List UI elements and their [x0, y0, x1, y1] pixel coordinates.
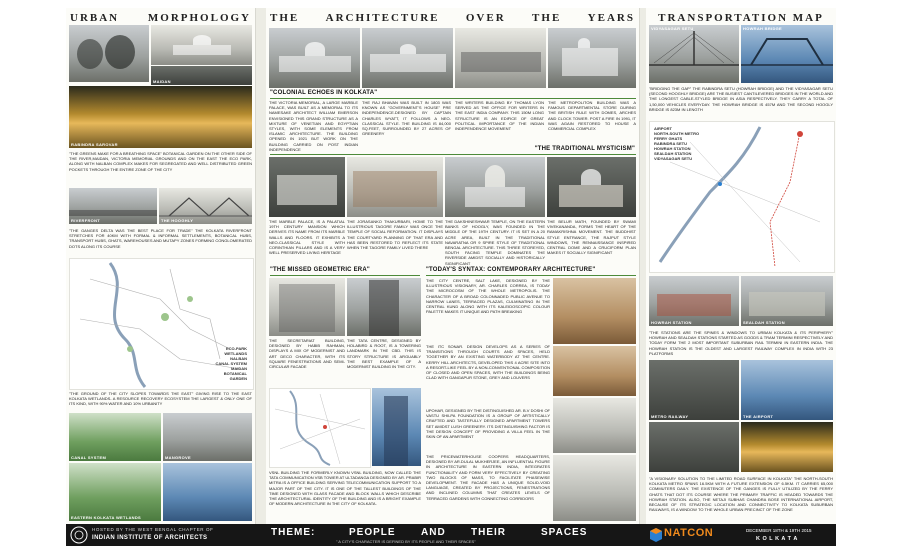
map-transportation	[649, 121, 835, 273]
photo-eastern-wetlands	[69, 463, 161, 521]
photo-victoria-memorial	[269, 28, 360, 88]
photo-vidyasagar-setu	[649, 25, 739, 83]
title-word: ARCHITECTURE	[325, 12, 440, 24]
ganges-text: "THE GANGES DELTA WAS THE BEST PLACE FOR TRADE" THE KOLKATA RIVERFRONT STRETCHES FOR 40KM WITH FORMAL & INFORMAL SETTLEMENTS, BOTANICAL HUBS, TRANSPORT HUBS, GHATS, WAREHOUSES AND MUTAPY ZONES FORMING CONGLOMERATED DOTS ALONG ITS COURSE	[69, 228, 252, 249]
legend-item: FERRY GHATS	[654, 136, 683, 141]
legend-item: WETLANDS	[224, 351, 247, 356]
photo-belur-math	[547, 157, 636, 217]
title-text: TRANSPORTATION MAP	[658, 12, 824, 24]
greens-text: "THE GREENS MAKE FOR A BREATHING SPACE" BOTANICAL GARDEN ON THE OTHER SIDE OF THE RIVER,MAIDAN, VICTORIA MEMORIAL GROUNDS AND ON THE EAST THE ECO PARK, ALONG WITH NALBAN COMPLEX MAKES FOR SEGREGATED AND WELL DISTRIBUTED GREEN POCKETS THROUGH THE ENTIRE ZONE OF THE CITY	[69, 151, 252, 172]
natcon-logo: NATCON	[664, 527, 714, 539]
photo-ferry-ghat	[741, 422, 833, 472]
photo-sealdah-station	[741, 276, 833, 326]
legend-item: VIDYASAGAR SETU	[654, 156, 693, 161]
photo-caption: MAIDAN	[153, 79, 171, 84]
theme-tagline: " A CITY'S CHARACTER IS DEFINED BY ITS PEOPLE AND THEIR SPACES"	[336, 539, 476, 544]
missed-col: THE TATA CENTRE, DESIGNED BY HOLABIRD & ROOT, IS A TOWERING LANDMARK IN THE CBD. THIS IS STORY STRUCTURE IS ARGUABLY THE BEST EXAMPLE OF A MODERNIST BUILDING IN THE CITY.	[347, 338, 421, 370]
photo-itc-sonar	[553, 346, 636, 396]
legend-item: SEALDAH STATION	[654, 151, 692, 156]
photo-secretariat	[269, 278, 345, 336]
theme-word: SPACES	[541, 527, 588, 538]
legend-item: NALBAN	[230, 356, 247, 361]
theme-word: THEIR	[471, 527, 506, 538]
map-legend	[216, 346, 247, 381]
map-architecture	[269, 388, 371, 468]
legend-item: CANAL SYSTEM	[215, 361, 247, 366]
photo-caption: RABINDRA SAROVAR	[71, 142, 118, 147]
map-legend	[654, 126, 699, 161]
photo-howrah-bridge	[741, 25, 833, 83]
photo-caption: SEALDAH STATION	[743, 320, 785, 325]
title-word: OVER	[465, 12, 506, 24]
photo-writers-building	[455, 28, 546, 88]
bridging-text: "BRIDGING THE GAP" THE RABINDRA SETU (HOWRAH BRIDGE) AND THE VIDYASAGAR SETU (SECOND HOOGHLY BRIDGE) ARE THE BUSIEST CANTILEVERED BRIDGES IN THE WORLD AND THE LONGEST CABLE-STYLED BRIDGE IN ASIA RESPECTIVELY. THEY CARRY A TOTAL OF 1,50,000 VEHICLES EVERYDAY. THE HOWRAH BRIDGE IS 457M AND THE SECOND HOOGLY BRIDGE IS 823M IN LENGTH	[649, 86, 833, 112]
panel-urban-morphology	[66, 8, 256, 546]
photo-metropolitan-building	[548, 28, 636, 88]
legend-item: NORTH-SOUTH METRO	[654, 131, 700, 136]
panel-title-transportation	[650, 12, 832, 24]
photo-caption: RIVERFRONT	[71, 218, 100, 223]
photo-caption: HOWRAH STATION	[651, 320, 692, 325]
photo-metro-platform	[649, 422, 739, 472]
theme-label: THEME:	[271, 527, 316, 538]
section-rule	[270, 154, 636, 155]
photo-jorasanko	[347, 157, 443, 217]
colonial-col: THE RAJ BHAVAN WAS BUILT IN 1803 WAS KNOWN AS "GOVERNMENT'S HOUSE" PRE INDEPENDENCE.DESIGNED BY CAPTAIN CHARLES WYATT, IT FOLLOWS A NEO-CLASSICAL STYLE. THE BUILDING IS 84,000 SQ.FEET, SURROUNDED BY 27 ACRES OF GREENERY	[362, 100, 451, 137]
photo-airport	[741, 360, 833, 420]
photo-marble-palace	[269, 157, 345, 217]
theme-word: AND	[421, 527, 446, 538]
natcon-cube-icon	[650, 528, 662, 542]
photo-upohar	[553, 398, 636, 453]
photo-hooghly	[159, 188, 252, 224]
missed-col: THE SECRETARIAT BUILDING, DESIGNED BY HABIB RAHMAN, DISPLAYS A MIX OF MODERNIST AND ART DECO CHARACTER, WITH ITS SQUARE FENESTRATIONS AND SEMI-CIRCULAR FACADE	[269, 338, 345, 370]
legend-item: MAIDAN	[231, 366, 247, 371]
photo-riverfront	[69, 188, 157, 224]
legend-item: AIRPORT	[654, 126, 672, 131]
photo-caption: THE AIRPORT	[743, 414, 774, 419]
photo-mangrove	[163, 413, 252, 461]
title-word: THE	[270, 12, 300, 24]
photo-rabindra-sarovar	[69, 86, 252, 148]
syntax-para: THE CITY CENTRE, SALT LAKE, DESIGNED BY THE ILLUSTRIOUS VISIONARY, AR. CHARLES CORREA, IS TODAY THE MICROCOSM OF THE WHOLE METROPOLIS. THE CHARACTER OF A BROAD COLONNADED PUBLIC AVENUE TO NARROW LANES, TERRACED PLAZAS, CULMINATING IN THE CENTRAL KUND ALONG WITH ITS KALEIDOSCOPIC COLOUR PALETTE MAKES IT UNIQUE AND PATH BREAKING	[426, 278, 550, 315]
fold-gutter-left	[255, 8, 266, 546]
event-dates: DECEMBER 18TH & 19TH 2015	[746, 528, 812, 533]
legend-item: BOTANICAL	[223, 371, 247, 376]
mysticism-col: THE BELUR MATH, FOUNDED BY SWAMI VIVEKANANDA, FORMS THE HEART OF THE RAMAKRISHNA MOVEMENT. THE BUDDHIST STYLE ENTRANCE, THE RAJPUT STYLE WINDOWS, THE RENNAISSANCE INSPIRED CENTRAL DOME AND A CRUCIFORM PLAN MAKES IT SOCIALLY SIGNIFICANT	[547, 219, 636, 256]
photo-caption: MANGROVE	[165, 455, 191, 460]
legend-item: ECO-PARK	[225, 346, 247, 351]
colonial-heading: "COLONIAL ECHOES IN KOLKATA"	[270, 90, 378, 96]
photo-raj-bhavan	[362, 28, 453, 88]
panel-architecture	[266, 8, 640, 546]
section-rule	[270, 275, 420, 276]
photo-canal-system	[69, 413, 161, 461]
theme-word: PEOPLE	[349, 527, 396, 538]
photo-caption: HOWRAH BRIDGE	[743, 26, 783, 31]
legend-item: GARDEN	[229, 376, 247, 381]
panel-title-architecture	[270, 12, 635, 24]
legend-item: RABINDRA SETU	[654, 141, 687, 146]
photo-caption: THE HOOGHLY	[161, 218, 194, 223]
institute-name: INDIAN INSTITUTE OF ARCHITECTS	[92, 535, 208, 541]
syntax-para: THE ITC SONAR. DESIGN DEVELOPS AS A SERIES OF TRANSITIONS THROUGH COURTS AND SPACES, HELD TOGETHER BY AN EXISTING WATERBODY AT THE CENTRE. KERRY HILL ARCHITECTS, DEVELOPED THIS 4 ACRE SITE INTO A RESORT-LIKE FEEL BY A NON-CONVENTIONAL COMPOSITION OF CLOSED AND OPEN SPACES, WITH THE BUILDINGS BEING CLAD WITH GANGAPUR STONE, GREY AND LOUVERS	[426, 344, 550, 381]
photo-trees	[69, 25, 149, 82]
section-rule	[426, 275, 636, 276]
photo-maidan	[151, 66, 252, 85]
section-rule	[270, 98, 636, 99]
syntax-para: UPOHAR, DESIGNED BY THE DISTINGUISHED AR. B.V DOSHI OF VASTU SHILPA FOUNDATION IS A GROUP OF ARTISTICALLY CRAFTED AND TASTEFULLY DESIGNED APARTMENT TOWERS SET AMIDST LUSH GREENERY. ITS DISTINGUISHING FACTOR IS THE DESIGN CONCEPT OF PROVIDING A VILLA FEEL IN THE SKIN OF AN APARTMENT	[426, 408, 550, 440]
poster-sheet	[66, 8, 836, 546]
title-word: YEARS	[587, 12, 635, 24]
title-word: URBAN	[70, 12, 120, 24]
colonial-col: THE METROPOLITON BUILDING WAS A FAMOUS DEPARTMENTAL STORE DURING THE BRITISH RULE WITH DOMES, ARCHES AND CLOCK TOWER. POST A FIRE IN 1991, IT WAS AGAIN RESTORED TO HOUSE A COMMERCIAL COMPLEX	[548, 100, 636, 132]
photo-caption: METRO RAILWAY	[651, 414, 689, 419]
missed-heading: "THE MISSED GEOMETRIC ERA"	[270, 267, 370, 273]
panel-title-urban-morphology	[70, 12, 251, 24]
syntax-para: THE PRICEWATERHOUSE COOPERS HEADQUARTERS, DESIGNED BY AR.DULAL MUKHERJEE, AN INFLUENTIAL FIGURE IN ARCHITECTURE IN EASTERN INDIA, INTEGRATES FUNCTIONALITY AND FORM VERY EFFECTIVELY BY CREATING TWO BLOCKS OF MASS, TO FACILITATE PHASEWISE DEVELOPMENT. THE FACADE HAS A UNIQUE SOLID-VOID LANGUAGE, CREATED BY PROJECTIONS, FENESTRATIONS AND INCLINED COLUMNS THAT CREATES LEVELS OF TERRACED GARDENS WITH CONNECTING CORRIDORS	[426, 454, 550, 501]
iia-emblem-icon	[70, 526, 88, 544]
mysticism-col: THE JORASANKO THAKURBARI, HOME TO THE ILLUSTRIOUS TAGORE FAMILY WAS ONCE THE TEMPLE OF SOCIAL REFORMATION. IT DISPLAYS THE COURTYARD PLANNING OF THAT ERA AND HAS BEEN RESTORED TO REFLECT ITS STATE WHEN THE TAGORE FAMILY LIVED THERE	[347, 219, 443, 251]
photo-city-centre	[553, 278, 636, 344]
photo-victoria-grounds	[151, 25, 252, 65]
mysticism-col: THE DAKSHINESHWAR TEMPLE, ON THE EASTERN BANKS OF HOOGLY, WAS FOUNDED IN THE MIDDLE OF THE 19TH CENTURY. IT IS SET IN A 20 ACRE AREA, BUILT IN THE TRADITIONAL NAVARATNA OR 9 SPIRE STYLE OF TRADITIONAL BENGAL ARCHITECTURE. THIS THREE STOREYED, SOUTH FACING TEMPLE DOMINATES THE RIVERSIDE AMIDST SOCIALLY AND HISTORICALLY SIGNIFICANT	[445, 219, 545, 266]
map-urban-morphology	[69, 258, 254, 390]
legend-item: HOWRAH STATION	[654, 146, 691, 151]
photo-howrah-station	[649, 276, 739, 326]
photo-caption: CANAL SYSTEM	[71, 455, 107, 460]
photo-pwc	[553, 455, 636, 521]
syntax-heading: "TODAY'S SYNTAX: CONTEMPORARY ARCHITECTURE"	[426, 267, 596, 273]
fold-gutter-right	[639, 8, 646, 546]
event-city: K O L K A T A	[756, 536, 798, 542]
visionary-text: "A VISIONARY SOLUTION TO THE LIMITED ROAD SURFACE IN KOLKATA" THE NORTH-SOUTH KOLKATA METRO SPANS 16.5KM WITH A FUTURE EXTENSION OF 6.5KM. IT CARRIES 65,000 COMMUTERS DAILY. THE EXISTENCE OF THE GANGES IS FULLY UTILIZED BY THE FERRY GHATS THAT DOT ITS COURSE WHERE THE PRIMARY TRAFFIC IS HEADED TOWARDS THE HOWRAH STATION. ALSO, THE NETAJI SUBHAS CHANDRA BOSE INTERNATIONAL AIRPORT, BECAUSE OF ITS STRATEGIC LOCATION AND CONNECTIVITY TO KOLKATA SUBURBAN RAILWAYS, IS A WINDOW TO THE WHOLE URBAN PRECINCT OF THE ZONE	[649, 476, 833, 513]
panel-transportation	[646, 8, 836, 546]
colonial-col: THE VICTORIA MEMORIAL, A LARGE MARBLE PALACE, WAS BUILT AS A MEMORIAL TO ITS NAMESAKE ARCHITECT WILLIAM EMERSON ENVISIONED THIS GRAND STRUCTURE AS A MIXTURE OF VENETIAN AND EGYPTIAN STYLES, WITH SOME ELEMENTS FROM ISLAMIC ARCHITECTURE. THE BUILDING OPENED IN 1921 BUT WORK ON THE BUILDING CARRIED ON POST INDIAN INDEPENDENCE	[269, 100, 358, 152]
stations-text: "THE STATIONS ARE THE SPINES & WINDOWS TO URBAN KOLKATA & ITS PERIPHERY" HOWRAH AND SEALDAH STATIONS STARTED AS GOODS & TRAM TERMINI RESPECTIVELY AND TODAY FORM THE 2 MOST IMPORTANT SUBURBAN RAIL TERMINI IN EASTERN INDIA. THE HOWRAH STATION IS THE OLDEST AND LARGEST RAILWAY COMPLEX IN INDIA WITH 23 PLATFORMS	[649, 330, 833, 356]
photo-vsnl-building	[372, 388, 421, 466]
mysticism-heading: "THE TRADITIONAL MYSTICISM"	[534, 146, 635, 152]
photo-dakshineshwar	[445, 157, 545, 217]
photo-wetland-water	[163, 463, 252, 521]
title-word: THE	[532, 12, 562, 24]
slopes-text: "THE GROUND OF THE CITY SLOPES TOWARDS THE EAST" GIVING RISE TO THE EAST KOLKATA WETLANDS- A RESOURCE RECOVERY ECOSYSTEM THE LARGEST & ONLY ONE OF ITS KIND, WITH 90% WATER AND 10% URBANITY	[69, 391, 252, 407]
colonial-col: THE WRITERS BUILDING BY THOMAS LYON SERVED AS THE OFFICE FOR WRITERS IN THE EAST INDIA COMPANY. THIS 150M LONG STRUCTURE IS AN EDIFICE OF GREAT POLITICAL IMPORTANCE OF THE INDIAN INDEPENDENCE MOVEMENT	[455, 100, 544, 132]
title-word: MORPHOLOGY	[147, 12, 251, 24]
vsnl-text: VSNL BUILDING THE FORMERLY KNOWN VSNL BUILDING, NOW CALLED THE TATA COMMUNICATION VSB TOWER AT ULTADANGA DESIGNED BY AR. PRABIR MITRA IS A OFFICE BUILDING SERVING TELECOMMUNICATION SUPPORT TO A MAJOR PART OF THE CITY. IT IS ONE OF THE TALLEST BUILDINGS OF THE TIME DESIGNED WITH GLASS FACADE AND BLOCK WALLS WHICH DESCRIBE THE ARCHITECTURAL IDENTITY OF THE BUILDING AND IS A BRIGHT EXAMPLE OF MODERN ARCHITECTURE IN THE CITY OF KOLKATA.	[269, 470, 421, 507]
mysticism-col: THE MARBLE PALACE, IS A PALATIAL 19TH CENTURY MANSION WHICH DERIVES ITS NAME FROM ITS MARBLE WALLS AND FLOORS. IT EXHIBITS A NEO-CLASSICAL STYLE WITH CORINTHIAN PILLARS AND IS A VERY WELL PRESERVED LIVING HERITAGE	[269, 219, 345, 256]
photo-tata-centre	[347, 278, 421, 336]
hosted-by-text: HOSTED BY THE WEST BENGAL CHAPTER OF	[92, 527, 214, 532]
footer-bar	[66, 524, 836, 546]
photo-caption: VIDYASAGAR SETU	[651, 26, 694, 31]
photo-caption: EASTERN KOLKATA WETLANDS	[71, 515, 142, 520]
photo-metro-railway	[649, 360, 739, 420]
